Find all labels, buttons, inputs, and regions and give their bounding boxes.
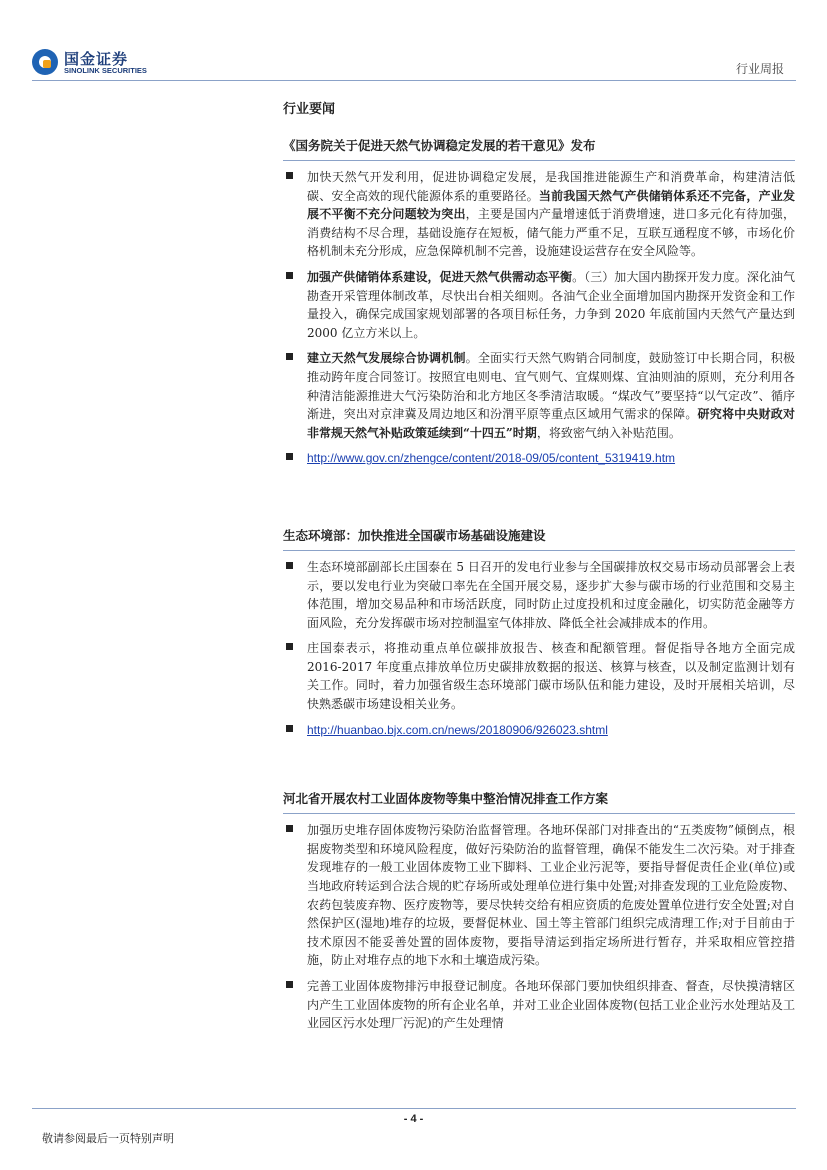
article-block bbox=[283, 526, 795, 739]
bullet-icon bbox=[286, 353, 293, 360]
text-segment: 生态环境部副部长庄国泰在 5 日召开的发电行业参与全国碳排放权交易市场动员部署会上表示，要以发电行业为突破口率先在全国开展交易，逐步扩大参与碳市场的行业范围和交易主体范围，增加交易品种和市场活跃度，同时防止过度投机和过度金融化，切实防范金融等方面风险，充分发挥碳市场对控制温室气体排放、降低全社会减排成本的作用。 bbox=[307, 559, 795, 630]
link-item bbox=[283, 721, 795, 740]
list-item bbox=[283, 977, 795, 1033]
text-segment: 加快天然气开发利用，促进协调稳定发展，是我国推进能源生产和消费革命，构建清洁低碳、安全高效的现代能源体系的重要路径。 bbox=[307, 170, 795, 203]
list-item bbox=[283, 349, 795, 442]
text-segment: 庄国泰表示，将推动重点单位碳排放报告、核查和配额管理。督促指导各地方全面完成 2016-2017 年度重点排放单位历史碳排放数据的报送、核算与核查，以及制定监测计划有关工作。同时，着力加强省级生态环境部门碳市场队伍和能力建设，及时开展相关培训，尽快熟悉碳市场建设相关业务。 bbox=[307, 641, 795, 712]
list-item bbox=[283, 558, 795, 632]
list-item bbox=[283, 268, 795, 342]
footer-divider bbox=[32, 1108, 796, 1109]
article-block bbox=[283, 136, 795, 468]
text-segment: 。全面实行天然气购销合同制度，鼓励签订中长期合同，积极推动跨年度合同签订。按照宜电则电、宜气则气、宜煤则煤、宜油则油的原则，充分利用各种清洁能源推进大气污染防治和北方地区冬季清洁取暖。“煤改气”要坚持“以气定改”、循序渐进，突出对京津冀及周边地区和汾渭平原等重点区域用气需求的保障。 bbox=[307, 351, 795, 422]
disclaimer-note: 敬请参阅最后一页特别声明 bbox=[42, 1132, 174, 1145]
link-item bbox=[283, 449, 795, 468]
list-item bbox=[283, 821, 795, 970]
section-title: 行业要闻 bbox=[283, 102, 336, 117]
source-link[interactable]: http://huanbao.bjx.com.cn/news/20180906/926023.shtml bbox=[307, 722, 608, 737]
title-divider bbox=[283, 550, 795, 551]
article-block bbox=[283, 789, 795, 1033]
logo-text-cn: 国金证券 bbox=[64, 50, 129, 68]
page-number: - 4 - bbox=[403, 1113, 424, 1125]
article-title: 《国务院关于促进天然气协调稳定发展的若干意见》发布 bbox=[283, 138, 596, 153]
title-divider bbox=[283, 813, 795, 814]
bullet-icon bbox=[286, 172, 293, 179]
main-content bbox=[283, 98, 795, 1033]
bold-text-segment: 研究将中央财政对非常规天然气补贴政策延续到“十四五”时期 bbox=[307, 407, 795, 440]
title-divider bbox=[283, 160, 795, 161]
source-link[interactable]: http://www.gov.cn/zhengce/content/2018-09/05/content_5319419.htm bbox=[307, 451, 676, 466]
bullet-icon bbox=[286, 725, 293, 732]
bold-text-segment: 当前我国天然气产供储销体系还不完备，产业发展不平衡不充分问题较为突出 bbox=[307, 188, 795, 222]
list-item bbox=[283, 639, 795, 713]
bullet-icon bbox=[286, 272, 293, 279]
bullet-icon bbox=[286, 562, 293, 569]
text-segment: 。（三）加大国内勘探开发力度。深化油气勘查开采管理体制改革，尽快出台相关细则。各油气企业全面增加国内勘探开发资金和工作量投入，确保完成国家规划部署的各项目标任务，力争到 2020 年底前国内天然气产量达到 2000 亿立方米以上。 bbox=[307, 269, 795, 340]
bullet-icon bbox=[286, 643, 293, 650]
company-logo bbox=[32, 44, 162, 80]
logo-text-en: SINOLINK SECURITIES bbox=[64, 66, 147, 75]
bold-text-segment: 加强产供储销体系建设，促进天然气供需动态平衡 bbox=[307, 269, 573, 284]
text-segment: 完善工业固体废物排污申报登记制度。各地环保部门要加快组织排查、督查，尽快摸清辖区内产生工业固体废物的所有企业名单，并对工业企业固体废物(包括工业企业污水处理站及工业园区污水处理厂污泥)的产生处理情 bbox=[307, 979, 795, 1031]
text-segment: ，将致密气纳入补贴范围。 bbox=[536, 425, 681, 440]
bullet-icon bbox=[286, 453, 293, 460]
text-segment: ，主要是国内产量增速低于消费增速，进口多元化有待加强，消费结构不尽合理，基础设施存在短板，储气能力严重不足，互联互通程度不够，市场化价格机制未充分形成，应急保障机制不完善，设施建设运营存在安全风险等。 bbox=[307, 207, 795, 259]
header-divider bbox=[32, 80, 796, 81]
page-header bbox=[0, 0, 827, 82]
report-type-label: 行业周报 bbox=[735, 62, 784, 76]
logo-mark-icon bbox=[32, 49, 58, 75]
bold-text-segment: 建立天然气发展综合协调机制 bbox=[307, 351, 466, 366]
text-segment: 加强历史堆存固体废物污染防治监督管理。各地环保部门对排查出的“五类废物”倾倒点，根据废物类型和环境风险程度，做好污染防治的监督管理，确保不能发生二次污染。对于排查发现堆存的一般工业固体废物工业下脚料、工业企业污泥等，要指导督促责任企业(单位)或当地政府转运到合法合规的贮存场所或处理单位进行集中处置;对排查发现的工业危险废物、农药包装废弃物、医疗废物等，要尽快转交给有相应资质的危废处置单位进行安全处置;对自然保护区(湿地)堆存的垃圾，要督促林业、国土等主管部门组织完成清理工作;对于目前由于技术原因不能妥善处置的固体废物，要指导清运到指定场所进行暂存，并采取相应管控措施，防止对堆存点的地下水和土壤造成污染。 bbox=[307, 823, 795, 968]
bullet-icon bbox=[286, 981, 293, 988]
bullet-icon bbox=[286, 825, 293, 832]
article-title: 河北省开展农村工业固体废物等集中整治情况排查工作方案 bbox=[283, 791, 609, 807]
article-title: 生态环境部：加快推进全国碳市场基础设施建设 bbox=[283, 527, 546, 543]
list-item bbox=[283, 168, 795, 261]
